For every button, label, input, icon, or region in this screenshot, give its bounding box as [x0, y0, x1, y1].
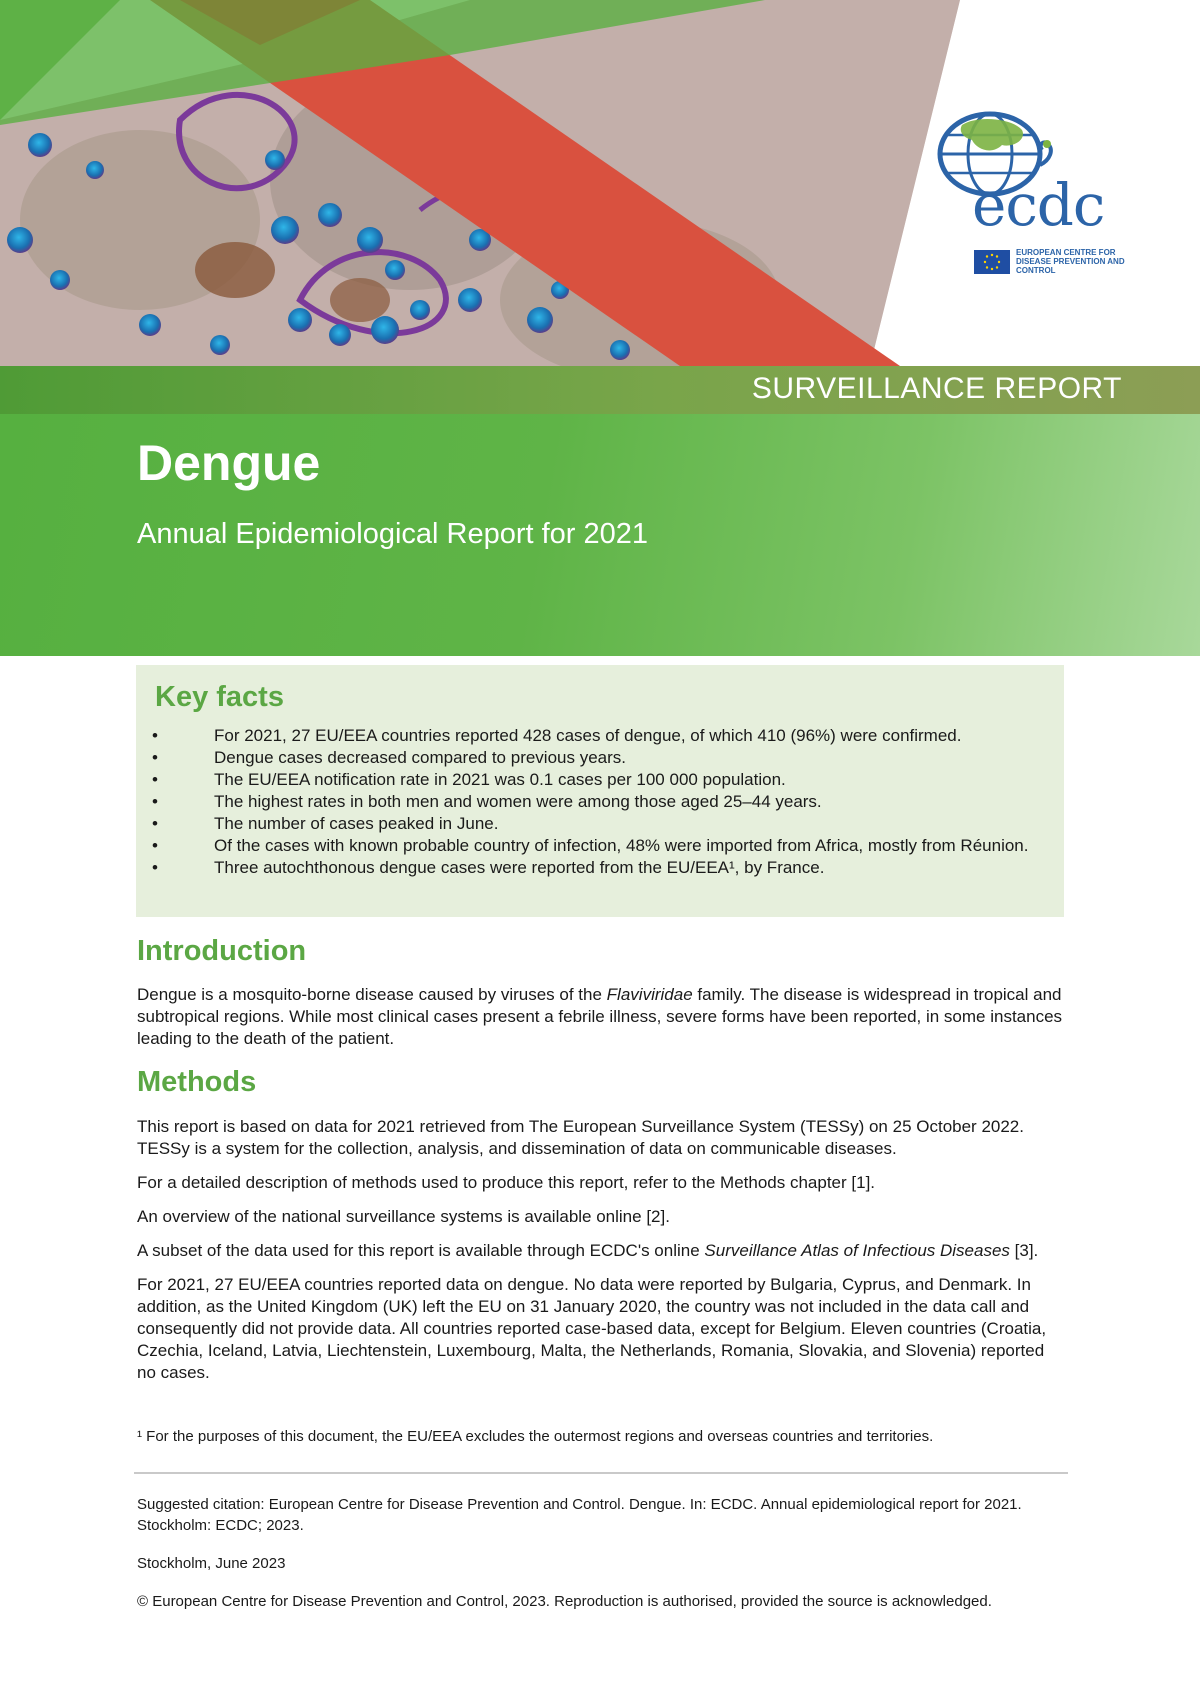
page-title: Dengue	[137, 435, 321, 491]
key-fact-item	[152, 791, 1052, 813]
methods-p4-start: A subset of the data used for this report is available through ECDC's online	[137, 1241, 705, 1260]
bullet: •	[152, 792, 158, 811]
methods-heading: Methods	[137, 1066, 257, 1098]
bullet: •	[152, 726, 158, 745]
key-fact-item	[152, 769, 1052, 791]
introduction-paragraph	[137, 984, 1067, 1050]
surveillance-atlas-title: Surveillance Atlas of Infectious Diseases	[704, 1241, 1010, 1260]
key-facts-list	[152, 725, 1052, 879]
report-type-band	[0, 366, 1200, 414]
page-subtitle: Annual Epidemiological Report for 2021	[137, 518, 649, 550]
footnote: ¹ For the purposes of this document, the EU/EEA excludes the outermost regions and overseas countries and territories.	[137, 1428, 934, 1445]
ecdc-logo-wordmark: ecdc	[972, 171, 1105, 239]
key-fact-item	[152, 813, 1052, 835]
key-fact-text: The number of cases peaked in June.	[214, 814, 499, 833]
key-fact-item	[152, 857, 1052, 879]
bullet: •	[152, 858, 158, 877]
bullet: •	[152, 770, 158, 789]
key-fact-text: Three autochthonous dengue cases were reported from the EU/EEA¹, by France.	[214, 858, 825, 877]
key-fact-text: Dengue cases decreased compared to previous years.	[214, 748, 627, 767]
bullet: •	[152, 836, 158, 855]
ecdc-logo-subtitle: EUROPEAN CENTRE FOR DISEASE PREVENTION AND CONTROL	[1016, 248, 1125, 275]
suggested-citation: Suggested citation: European Centre for Disease Prevention and Control. Dengue. In: ECDC. Annual epidemiological report for 2021. Stockholm: ECDC; 2023.	[137, 1496, 1022, 1534]
introduction-heading: Introduction	[137, 935, 307, 967]
key-fact-text: The highest rates in both men and women were among those aged 25–44 years.	[214, 792, 822, 811]
methods-paragraph-1: This report is based on data for 2021 retrieved from The European Surveillance System (TESSy) on 25 October 2022. TESSy is a system for the collection, analysis, and dissemination of data on communicable diseases.	[137, 1117, 1024, 1158]
eu-flag-icon	[974, 250, 1010, 274]
key-fact-item	[152, 835, 1052, 857]
key-fact-text: For 2021, 27 EU/EEA countries reported 428 cases of dengue, of which 410 (96%) were confirmed.	[214, 726, 962, 745]
bullet: •	[152, 814, 158, 833]
key-fact-text: Of the cases with known probable country of infection, 48% were imported from Africa, mostly from Réunion.	[214, 836, 1029, 855]
copyright-notice: © European Centre for Disease Prevention and Control, 2023. Reproduction is authorised, provided the source is acknowledged.	[137, 1593, 992, 1610]
key-facts-box	[136, 665, 1064, 917]
methods-paragraph-5: For 2021, 27 EU/EEA countries reported data on dengue. No data were reported by Bulgaria, Cyprus, and Denmark. In addition, as the United Kingdom (UK) left the EU on 31 January 2020, the country was not included in the data call and consequently did not provide data. All countries reported case-based data, except for Belgium. Eleven countries (Croatia, Czechia, Iceland, Latvia, Liechtenstein, Luxembourg, Malta, the Netherlands, Romania, Slovakia, and Slovenia) reported no cases.	[137, 1275, 1047, 1382]
intro-text-italic: Flaviviridae	[606, 985, 693, 1004]
bullet: •	[152, 748, 158, 767]
intro-text-start: Dengue is a mosquito-borne disease caused by viruses of the	[137, 985, 607, 1004]
key-facts-heading: Key facts	[155, 681, 284, 713]
key-fact-item	[152, 747, 1052, 769]
intro-text-end: family. The disease is widespread in tropical and subtropical regions. While most clinical cases present a febrile illness, severe forms have been reported, in some instances leading to the death of the patient.	[137, 985, 1063, 1048]
cover-artwork	[0, 0, 1200, 366]
footer-divider	[134, 1472, 1068, 1474]
methods-paragraph-2: For a detailed description of methods used to produce this report, refer to the Methods chapter [1].	[137, 1173, 876, 1192]
report-type-label: SURVEILLANCE REPORT	[751, 372, 1122, 405]
title-block	[0, 414, 1200, 656]
key-fact-text: The EU/EEA notification rate in 2021 was 0.1 cases per 100 000 population.	[214, 770, 786, 789]
place-and-date: Stockholm, June 2023	[137, 1555, 286, 1572]
methods-paragraph-4	[137, 1240, 1067, 1262]
methods-paragraph-3: An overview of the national surveillance systems is available online [2].	[137, 1207, 670, 1226]
methods-p4-end: [3].	[1009, 1241, 1039, 1260]
key-fact-item	[152, 725, 1052, 747]
ecdc-logo	[932, 110, 1132, 282]
